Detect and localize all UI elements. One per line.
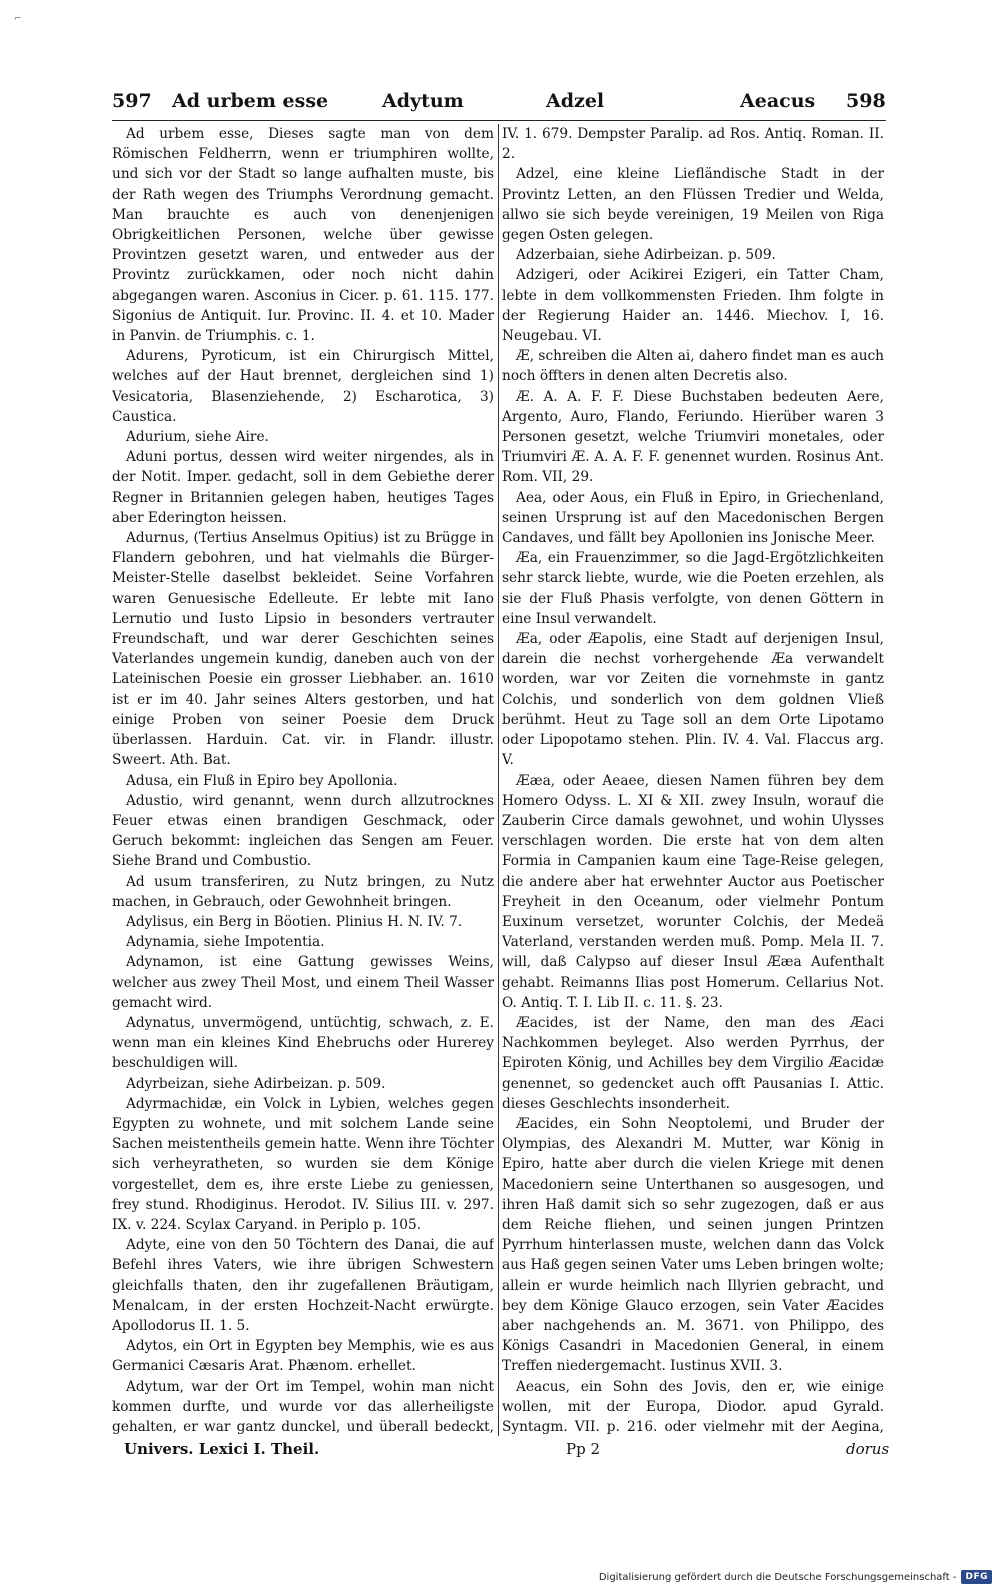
- entry: Æacides, ist der Name, den man des Æaci Nachkommen beyleget. Also werden Pyrrhus, der Epiroten König, und Achilles bey dem Virgilio Æacidæ genennet, so gedencket auch offt Pausanias I. Attic. dieses Geschlechts insonderheit.: [502, 1014, 884, 1112]
- right-column: [502, 124, 884, 1440]
- running-title-left: Adytum: [382, 90, 464, 112]
- entry: Æ, schreiben die Alten ai, dahero findet man es auch noch öffters in denen alten Decretis also.: [502, 348, 884, 385]
- entry: Aduni portus, dessen wird weiter nirgendes, als in der Notit. Imper. gedacht, soll in dem Gebiethe derer Regner in Britannien gelegen haben, heutiges Tages aber Ederington heissen.: [112, 449, 494, 526]
- running-title-right: Adzel: [546, 90, 605, 112]
- digitization-credit: [599, 1570, 992, 1584]
- column-divider: [498, 124, 499, 1436]
- entry: Æa, oder Æapolis, eine Stadt auf derjenigen Insul, darein die nechst vorhergehende Æa verwandelt worden, war vor Zeiten die vornehmste in gantz Colchis, und sonderlich von dem goldnen Vließ berühmt. Heut zu Tage soll an dem Orte Lipotamo oder Lipopotamo stehen. Plin. IV. 4. Val. Flaccus arg. V.: [502, 631, 884, 769]
- entry: Adurium, siehe Aire.: [126, 429, 269, 446]
- running-header: [0, 86, 1000, 122]
- corner-mark: ⌐: [14, 14, 22, 24]
- page-number-right: 598: [846, 90, 886, 112]
- entry: Adurnus, (Tertius Anselmus Opitius) ist zu Brügge in Flandern gebohren, und hat vielmahls die Bürger-Meister-Stelle daselbst bekleidet. Seine Vorfahren waren Genuesische Edelleute. Er lebte mit Iano Lernutio und Iusto Lipsio in besonders vertrauter Freundschaft, und war derer Geschichten seines Vaterlandes ungemein kundig, daneben auch von der Lateinischen Poesie ein grosser Liebhaber. an. 1610 ist er im 40. Jahr seines Alters gestorben, und hat einige Proben von seiner Poesie dem Druck überlassen. Harduin. Cat. vir. in Flandr. illustr. Sweert. Ath. Bat.: [112, 530, 494, 769]
- entry: Æa, ein Frauenzimmer, so die Jagd-Ergötzlichkeiten sehr starck liebte, wurde, wie die Poeten erzehlen, als sie der Fluß Phasis verfolgte, von denen Göttern in eine Insul verwandelt.: [502, 550, 884, 627]
- signature-left: Univers. Lexici I. Theil.: [124, 1440, 320, 1458]
- left-column: [112, 124, 494, 1440]
- entry: Adyrmachidæ, ein Volck in Lybien, welches gegen Egypten zu wohnete, und mit solchem Lande seine Sachen meistentheils gemein hatte. Wenn ihre Töchter sich verheyratheten, so wurden sie dem Könige vorgestellet, dem es, ihre erste Liebe zu geniessen, frey stund. Rhodiginus. Herodot. IV. Silius III. v. 297. IX. v. 224. Scylax Caryand. in Periplo p. 105.: [112, 1095, 494, 1233]
- entry: Adytum, war der Ort im Tempel, wohin man nicht kommen durfte, und wurde vor das allerheiligste gehalten, er war gantz dunckel, und überall bedeckt,: [112, 1378, 494, 1435]
- catchword-bottom: dorus: [846, 1440, 890, 1458]
- entry: Adylisus, ein Berg in Böotien. Plinius H. N. IV. 7.: [126, 913, 463, 930]
- entry: Adyte, eine von den 50 Töchtern des Danai, die auf Befehl ihres Vaters, wie ihre übrigen Schwestern gleichfalls thaten, den ihr zugefallenen Bräutigam, Menalcam, in der ersten Hochzeit-Nacht erwürgte. Apollodorus II. 1. 5.: [112, 1237, 494, 1334]
- entry: Adzigeri, oder Acikirei Ezigeri, ein Tatter Cham, lebte in dem vollkommensten Frieden. Ihm folgte in der Regierung Haider an. 1446. Miechov. I, 16. Neugebau. VI.: [502, 267, 884, 345]
- entry: Adytos, ein Ort in Egypten bey Memphis, wie es aus Germanici Cæsaris Arat. Phænom. erhellet.: [112, 1338, 494, 1375]
- entry: Adustio, wird genannt, wenn durch allzutrocknes Feuer etwas einen brandigen Geschmack, oder Geruch bekommt: ingleichen das Sengen am Feuer. Siehe Brand und Combustio.: [112, 792, 494, 870]
- entry: Aea, oder Aous, ein Fluß in Epiro, in Griechenland, seinen Ursprung ist auf den Macedonischen Bergen Candaves, und fällt bey Apollonien ins Jonische Meer.: [502, 489, 884, 547]
- entry: Adurens, Pyroticum, ist ein Chirurgisch Mittel, welches auf der Haut brennet, dergleichen sind 1) Vesicatoria, Blasenziehende, 2) Escharotica, 3) Caustica.: [112, 348, 494, 425]
- entry: Ad usum transferiren, zu Nutz bringen, zu Nutz machen, in Gebrauch, oder Gewohnheit bringen.: [112, 873, 494, 910]
- entry: Adynamon, ist eine Gattung gewisses Weins, welcher aus zwey Theil Most, und einem Theil Wasser gemacht wird.: [112, 954, 494, 1011]
- entry: Adusa, ein Fluß in Epiro bey Apollonia.: [126, 772, 398, 789]
- header-rule: [112, 120, 886, 121]
- entry: Adynatus, unvermögend, untüchtig, schwach, z. E. wenn man ein kleines Kind Ehebruchs oder Hurerey beschuldigen will.: [112, 1014, 494, 1072]
- catchword-right: Aeacus: [740, 90, 816, 112]
- entry: Adyrbeizan, siehe Adirbeizan. p. 509.: [126, 1075, 386, 1092]
- dfg-logo-icon: DFG: [961, 1570, 992, 1584]
- entry: Adzerbaian, siehe Adirbeizan. p. 509.: [516, 247, 776, 264]
- entry: Aeacus, ein Sohn des Jovis, den er, wie einige wollen, mit der Europa, Diodor. apud Gyrald. Syntagm. VII. p. 216. oder vielmehr mit der Aegina,: [502, 1378, 884, 1435]
- entry: Ad urbem esse, Dieses sagte man von dem Römischen Feldherrn, wenn er triumphiren wollte, und sich vor der Stadt so lange aufhalten muste, bis der Rath wegen des Triumphs Verordnung gemacht. Man brauchte es auch von denenjenigen Obrigkeitlichen Personen, welche über gewisse Provintzen gesetzt waren, und entweder aus der Provintz zurückkamen, oder noch nicht dahin abgegangen waren. Asconius in Cicer. p. 61. 115. 177. Sigonius de Antiquit. Iur. Provinc. II. 4. et 10. Mader in Panvin. de Triumphis. c. 1.: [112, 126, 494, 345]
- digitization-text: Digitalisierung gefördert durch die Deutsche Forschungsgemeinschaft -: [598, 1571, 957, 1583]
- page-number-left: 597: [112, 90, 152, 112]
- entry: Æacides, ein Sohn Neoptolemi, und Bruder der Olympias, des Alexandri M. Mutter, war König in Epiro, hatte aber durch die vielen Kriege mit denen Macedoniern seine Unterthanen so ausgesogen, und ihren Haß damit sich so sehr zugezogen, daß er aus dem Reiche fliehen, und seinen jungen Printzen Pyrrhum hinterlassen muste, welchen dann das Volck aus Haß gegen seinen Vater ums Leben bringen wolte; allein er wurde heimlich nach Illyrien gebracht, und bey dem Könige Glauco erzogen, sein Vater Æacides aber nachgehends an. M. 3671. von Philippo, des Königs Casandri in Macedonien General, in einem Treffen niedergemacht. Iustinus XVII. 3.: [502, 1115, 884, 1375]
- entry: IV. 1. 679. Dempster Paralip. ad Ros. Antiq. Roman. II. 2.: [502, 126, 884, 163]
- entry: Adzel, eine kleine Liefländische Stadt in der Provintz Letten, an den Flüssen Tredier und Welda, allwo sie sich beyde vereinigen, 19 Meilen von Riga gegen Osten gelegen.: [502, 166, 884, 244]
- entry: Æ. A. A. F. F. Diese Buchstaben bedeuten Aere, Argento, Auro, Flando, Feriundo. Hierüber waren 3 Personen gesetzt, welche Triumviri monetales, oder Triumviri Æ. A. A. F. F. genennet wurden. Rosinus Ant. Rom. VII, 29.: [502, 388, 884, 486]
- entry: Ææa, oder Aeaee, diesen Namen führen bey dem Homero Odyss. L. XI & XII. zwey Insuln, worauf die Zauberin Circe damals gewohnet, und wohin Ulysses verschlagen worden. Die erste hat von dem alten Formia in Campanien kaum eine Tage-Reise gelegen, die andere aber hat erwehnter Auctor aus Poetischer Freyheit in den Oceanum, oder vielmehr Pontum Euxinum versetzet, worunter Colchis, der Medeä Vaterland, verstanden werden muß. Pomp. Mela II. 7. will, daß Calypso auf dieser Insul Ææa Aufenthalt gehabt. Reimanns Ilias post Homerum. Cellarius Not. O. Antiq. T. I. Lib II. c. 11. §. 23.: [502, 772, 884, 1011]
- signature-mark: Pp 2: [566, 1440, 601, 1458]
- entry: Adynamia, siehe Impotentia.: [126, 934, 325, 951]
- catchword-left: Ad urbem esse: [172, 90, 329, 112]
